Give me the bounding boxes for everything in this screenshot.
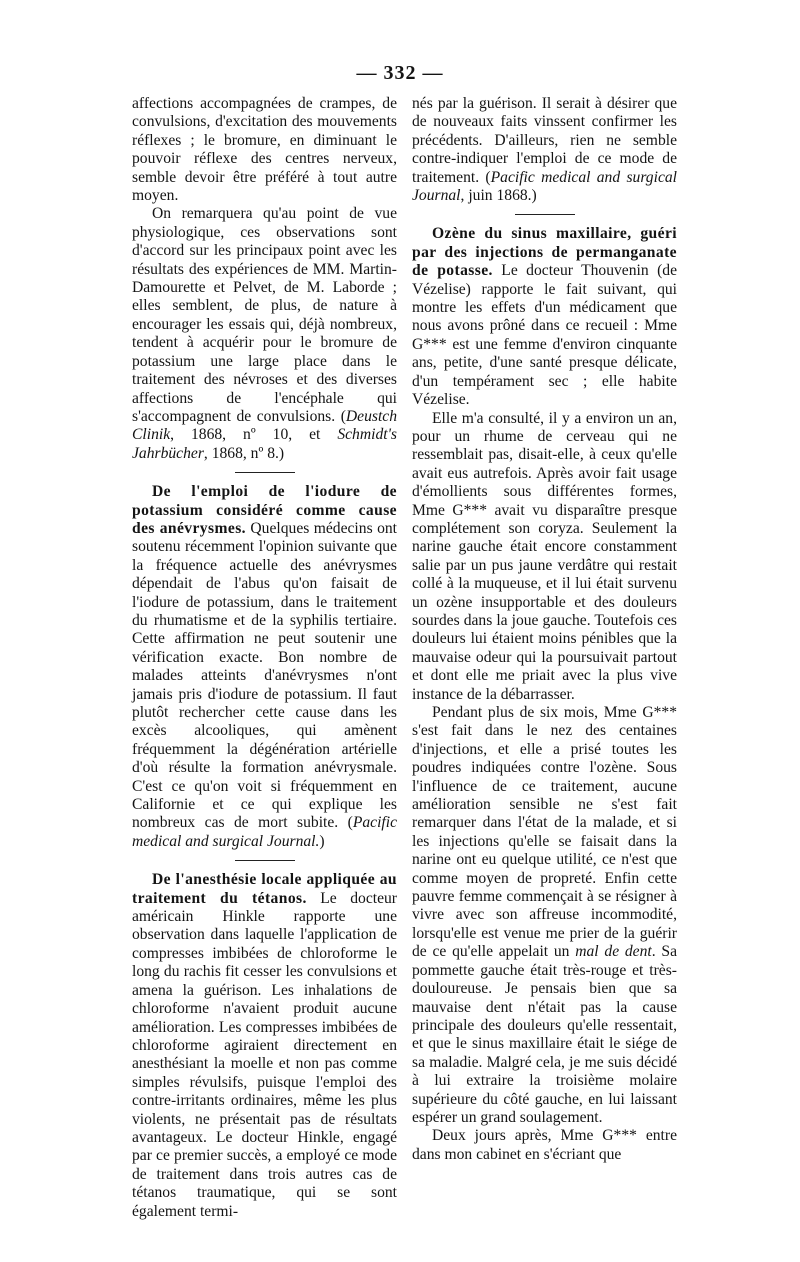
paragraph [412,704,677,1127]
reference-close: ) [319,832,325,850]
paragraph [132,205,397,463]
reference-open: ( [340,407,346,425]
paragraph: Deux jours après, Mme G*** entre dans mon cabinet en s'écriant que [412,1127,677,1163]
reference-open: ( [479,168,491,186]
article-iodure [132,483,397,851]
section-divider [515,214,575,215]
paragraph: affections accompagnées de crampes, de convulsions, d'excitation des mouvements réflexes ; le bromure, en diminuant le pouvoir réflexe des centres nerveux, semble devoir être préféré à tout autre moyen. [132,95,397,205]
article-title: Ozène du sinus maxillaire, guéri par des injections de permanganate de potasse. [412,225,677,280]
paragraph [412,95,677,205]
reference-title: Pacific medical and surgical Journal [412,168,677,205]
paragraph: Elle m'a consulté, il y a environ un an, pour un rhume de cerveau qui ne ressemblait pas, disait-elle, à ceux qu'elle avait eus autrefois. Après avoir fait usage d'émollients sous différentes formes, Mme G*** avait vu disparaître presque complétement son coryza. Seulement la narine gauche était encore constamment salie par un pus jaune verdâtre qui restait collé à la muqueuse, et il lui était survenu un ozène insupportable et des douleurs sourdes dans la joue gauche. Toutefois ces douleurs lui étaient moins pénibles que la mauvaise odeur qui la poursuivait partout et dont elle me priait avec la plus vive instance de la débarrasser. [412,409,677,703]
article-text: Le docteur Thouvenin (de Vézelise) rapporte le fait suivant, qui montre les effets d'un médicament que nous avons prôné dans ce recueil : Mme G*** est une femme d'environ cinquante ans, petite, d'une santé presque délicate, d'un tempérament sec ; elle habite Vézelise. [412,262,677,409]
paragraph-text: . Sa pommette gauche était très-rouge et très-douloureuse. Je pensais bien que sa mauvaise dent n'était pas la cause principale des douleurs qu'elle ressentait, et que le sinus maxillaire était le siége de sa maladie. Malgré cela, je me suis décidé à lui extraire la troisième molaire supérieure du côté gauche, en lui laissant espérer un grand soulagement. [412,943,677,1126]
left-column [132,95,397,1221]
paragraph-text: On remarquera qu'au point de vue physiologique, ces observations sont d'accord sur les principaux point avec les résultats des expériences de MM. Martin-Damourette et Pelvet, de M. Laborde ; elles semblent, de plus, de nature à encourager les essais qui, déjà nombreux, tendent à acquérir pour le bromure de potassium une large place dans le traitement des névroses et des diverses affections de l'encéphale qui s'accompagnent de convulsions. [132,205,397,425]
reference-title: Pacific medical and surgical Journal. [132,814,397,850]
article-text: Le docteur américain Hinkle rapporte une observation dans laquelle l'application de compresses imbibées de chloroforme le long du rachis fit cesser les convulsions et amena la guérison. Les inhalations de chloroforme n'avaient produit aucune amélioration. Les compresses imbibées de chloroforme agiraient directement en anesthésiant la moelle et non pas comme simples révulsifs, puisque l'emploi des contre-irritants ordinaires, même les plus violents, ne présentait pas de résultats avantageux. Le docteur Hinkle, engagé par ce premier succès, a employé ce mode de traitement dans trois autres cas de tétanos traumatique, qui se sont également termi- [132,889,397,1220]
right-column [412,95,677,1164]
reference-text: , 1868, nº 10, et [170,426,338,444]
italic-phrase: mal de dent [575,943,652,961]
article-title: De l'anesthésie locale appliquée au traitement du tétanos. [132,871,397,907]
article-text: Quelques médecins ont soutenu récemment l'opinion suivante que la fréquence actuelle des anévrysmes dépendait de l'abus qu'on faisait de l'iodure de potassium, dans le traitement du rhumatisme et de la syphilis tertiaire. Cette affirmation ne peut soutenir une vérification exacte. Bon nombre de malades atteints d'anévrysmes n'ont jamais pris d'iodure de potassium. Il faut plutôt rechercher cette cause dans les excès alcooliques, qui amènent fréquemment la dégénération artérielle d'où résulte la formation anévrysmale. C'est ce qu'on voit si fréquemment en Californie et ce qui explique les nombreux cas de mort subite. [132,519,398,832]
page-number: — 332 — [356,62,444,84]
reference-open: ( [338,814,353,832]
paragraph-text: Pendant plus de six mois, Mme G*** s'est fait dans le nez des centaines d'injections, et elle a prisé toutes les poudres indiquées contre l'ozène. Sous l'influence de ce traitement, aucune amélioration sensible ne s'est fait remarquer dans l'état de la malade, et si les injections qu'elle se faisait dans la narine ont eu quelque utilité, ce n'est que comme moyen de propreté. Enfin cette pauvre femme commençait à se résigner à vivre avec son affreuse incommodité, lorsqu'elle est venue me prier de la guérir de ce qu'elle appelait un [412,704,677,961]
reference-text: , 1868, nº 8.) [203,444,285,462]
paragraph-text: nés par la guérison. Il serait à désirer que de nouveaux faits vinssent confirmer les précédents. D'ailleurs, rien ne semble contre-indiquer l'emploi de ce mode de traitement. [412,95,677,186]
article-tetanos [132,871,397,1221]
reference-title: Deustch Clinik [132,407,397,444]
reference-title: Schmidt's Jahrbücher [132,426,397,462]
article-title: De l'emploi de l'iodure de potassium considéré comme cause des anévrysmes. [132,483,397,537]
section-divider [235,860,295,861]
article-ozene [412,225,677,409]
section-divider [235,472,295,473]
reference-close: , juin 1868.) [460,187,537,205]
